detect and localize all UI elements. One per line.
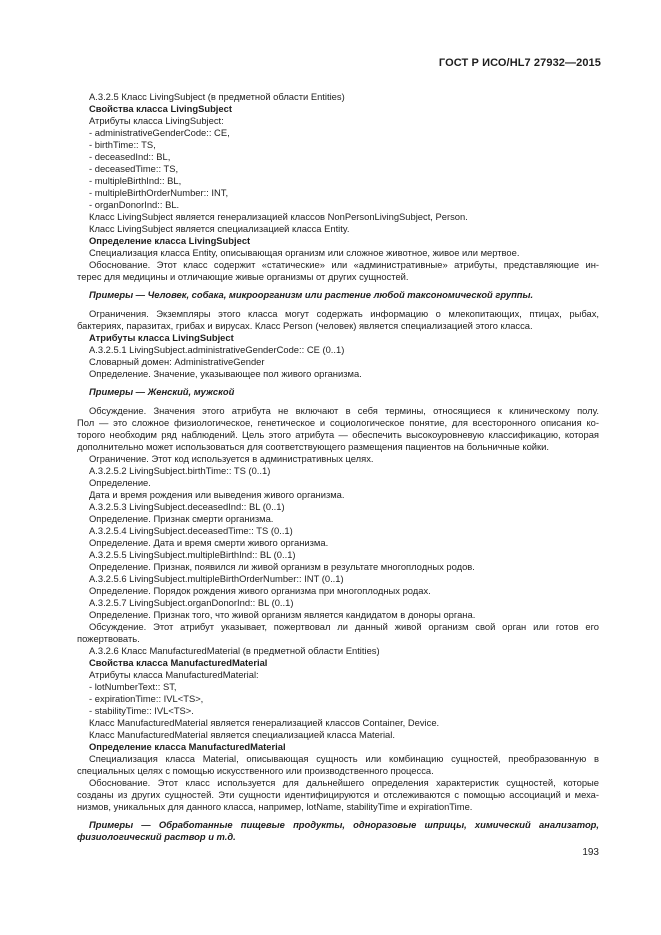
page-number: 193 bbox=[582, 847, 599, 858]
text-line: А.3.2.5.6 LivingSubject.multipleBirthOrderNumber:: INT (0..1) bbox=[89, 573, 344, 584]
text-line: пожертвовать. bbox=[77, 633, 140, 644]
text-line: - multipleBirthInd:: BL, bbox=[89, 175, 182, 186]
text-line: Определение. bbox=[89, 477, 151, 488]
text-line: Атрибуты класса LivingSubject: bbox=[89, 115, 224, 126]
text-line: - expirationTime:: IVL<TS>, bbox=[89, 693, 204, 704]
section-heading: Свойства класса ManufacturedMaterial bbox=[89, 657, 268, 668]
text-line: А.3.2.5.3 LivingSubject.deceasedInd:: BL (0..1) bbox=[89, 501, 285, 512]
example-line: Примеры — Женский, мужской bbox=[89, 386, 235, 397]
text-line: - stabilityTime:: IVL<TS>. bbox=[89, 705, 194, 716]
section-heading: Определение класса LivingSubject bbox=[89, 235, 251, 246]
example-line: Примеры — Обработанные пищевые продукты, одноразовые шприцы, химический анализатор, bbox=[89, 819, 599, 830]
text-line: Словарный домен: AdministrativeGender bbox=[89, 356, 265, 367]
section-heading: Атрибуты класса LivingSubject bbox=[89, 332, 234, 343]
text-line: Специализация класса Material, описывающая сущность или комбинацию сущностей, преобразованную в bbox=[89, 753, 599, 764]
text-line: Класс LivingSubject является специализацией класса Entity. bbox=[89, 223, 350, 234]
text-line: - administrativeGenderCode:: CE, bbox=[89, 127, 230, 138]
text-line: Класс ManufacturedMaterial является генерализацией классов Container, Device. bbox=[89, 717, 440, 728]
text-line: Определение. Порядок рождения живого организма при многоплодных родах. bbox=[89, 585, 431, 596]
text-line: Обсуждение. Этот атрибут указывает, пожертвовал ли данный живой организм свой орган или готов его bbox=[89, 621, 599, 632]
text-line: А.3.2.5.2 LivingSubject.birthTime:: TS (0..1) bbox=[89, 465, 271, 476]
example-line: физиологический раствор и т.д. bbox=[77, 831, 236, 842]
text-line: А.3.2.5.5 LivingSubject.multipleBirthInd:: BL (0..1) bbox=[89, 549, 296, 560]
text-line: торого необходим ряд наблюдений. Цель этого атрибута — обеспечить высокоуровневую классификацию, которая bbox=[77, 429, 599, 440]
text-line: низмов, уникальных для данного класса, например, lotName, stabilityTime и expirationTime. bbox=[77, 801, 473, 812]
text-line: Специализация класса Entity, описывающая организм или сложное животное, живое или мертвое. bbox=[89, 247, 520, 258]
text-line: - birthTime:: TS, bbox=[89, 139, 156, 150]
text-line: - lotNumberText:: ST, bbox=[89, 681, 177, 692]
text-line: - organDonorInd:: BL. bbox=[89, 199, 180, 210]
text-line: Обоснование. Этот класс используется для дальнейшего определения характеристик сущностей, которые bbox=[89, 777, 599, 788]
text-line: Определение. Признак смерти организма. bbox=[89, 513, 274, 524]
text-line: Обоснование. Этот класс содержит «статические» или «административные» атрибуты, представляющие ин- bbox=[89, 259, 599, 270]
text-line: А.3.2.5.4 LivingSubject.deceasedTime:: TS (0..1) bbox=[89, 525, 293, 536]
text-line: - multipleBirthOrderNumber:: INT, bbox=[89, 187, 229, 198]
text-line: Ограничение. Этот код используется в административных целях. bbox=[89, 453, 374, 464]
text-line: Атрибуты класса ManufacturedMaterial: bbox=[89, 669, 259, 680]
text-line: Класс ManufacturedMaterial является специализацией класса Material. bbox=[89, 729, 395, 740]
text-line: Класс LivingSubject является генерализацией классов NonPersonLivingSubject, Person. bbox=[89, 211, 468, 222]
section-heading: Свойства класса LivingSubject bbox=[89, 103, 232, 114]
text-line: бактериях, паразитах, грибах и вирусах. Класс Person (человек) является специализацией этого класса. bbox=[77, 320, 533, 331]
text-line: специальных целях с помощью искусственного или производственного процесса. bbox=[77, 765, 434, 776]
text-line: терес для медицины и отличающие живые организмы от других сущностей. bbox=[77, 271, 409, 282]
text-line: Определение. Признак того, что живой организм является кандидатом в доноры органа. bbox=[89, 609, 476, 620]
text-line: Пол — это сложное физиологическое, генетическое и социологическое понятие, для всесторонного описания ко- bbox=[77, 417, 599, 428]
page-content bbox=[77, 91, 599, 850]
text-line: - deceasedTime:: TS, bbox=[89, 163, 179, 174]
text-line: Ограничения. Экземпляры этого класса могут содержать информацию о млекопитающих, птицах, рыбах, bbox=[89, 308, 599, 319]
text-line: Определение. Дата и время смерти живого организма. bbox=[89, 537, 329, 548]
text-line: дополнительно может использоваться для соответствующего размещения пациентов на больничные койки. bbox=[77, 441, 549, 452]
text-line: А.3.2.5 Класс LivingSubject (в предметной области Entities) bbox=[89, 91, 345, 102]
text-line: А.3.2.5.7 LivingSubject.organDonorInd:: BL (0..1) bbox=[89, 597, 294, 608]
text-line: созданы из других сущностей. Эти сущности идентифицируются и отслеживаются с помощью ассоциаций и меха- bbox=[77, 789, 599, 800]
section-heading: Определение класса ManufacturedMaterial bbox=[89, 741, 286, 752]
example-line: Примеры — Человек, собака, микроорганизм или растение любой таксономической группы. bbox=[89, 289, 534, 300]
text-line: Определение. Значение, указывающее пол живого организма. bbox=[89, 368, 362, 379]
text-line: Обсуждение. Значения этого атрибута не включают в себя термины, относящиеся к клиническому полу. bbox=[89, 405, 599, 416]
standard-header: ГОСТ Р ИСО/HL7 27932—2015 bbox=[438, 57, 601, 69]
text-line: Дата и время рождения или выведения живого организма. bbox=[89, 489, 345, 500]
text-line: - deceasedInd:: BL, bbox=[89, 151, 171, 162]
text-line: А.3.2.5.1 LivingSubject.administrativeGenderCode:: CE (0..1) bbox=[89, 344, 345, 355]
text-line: А.3.2.6 Класс ManufacturedMaterial (в предметной области Entities) bbox=[89, 645, 380, 656]
text-line: Определение. Признак, появился ли живой организм в результате многоплодных родов. bbox=[89, 561, 475, 572]
